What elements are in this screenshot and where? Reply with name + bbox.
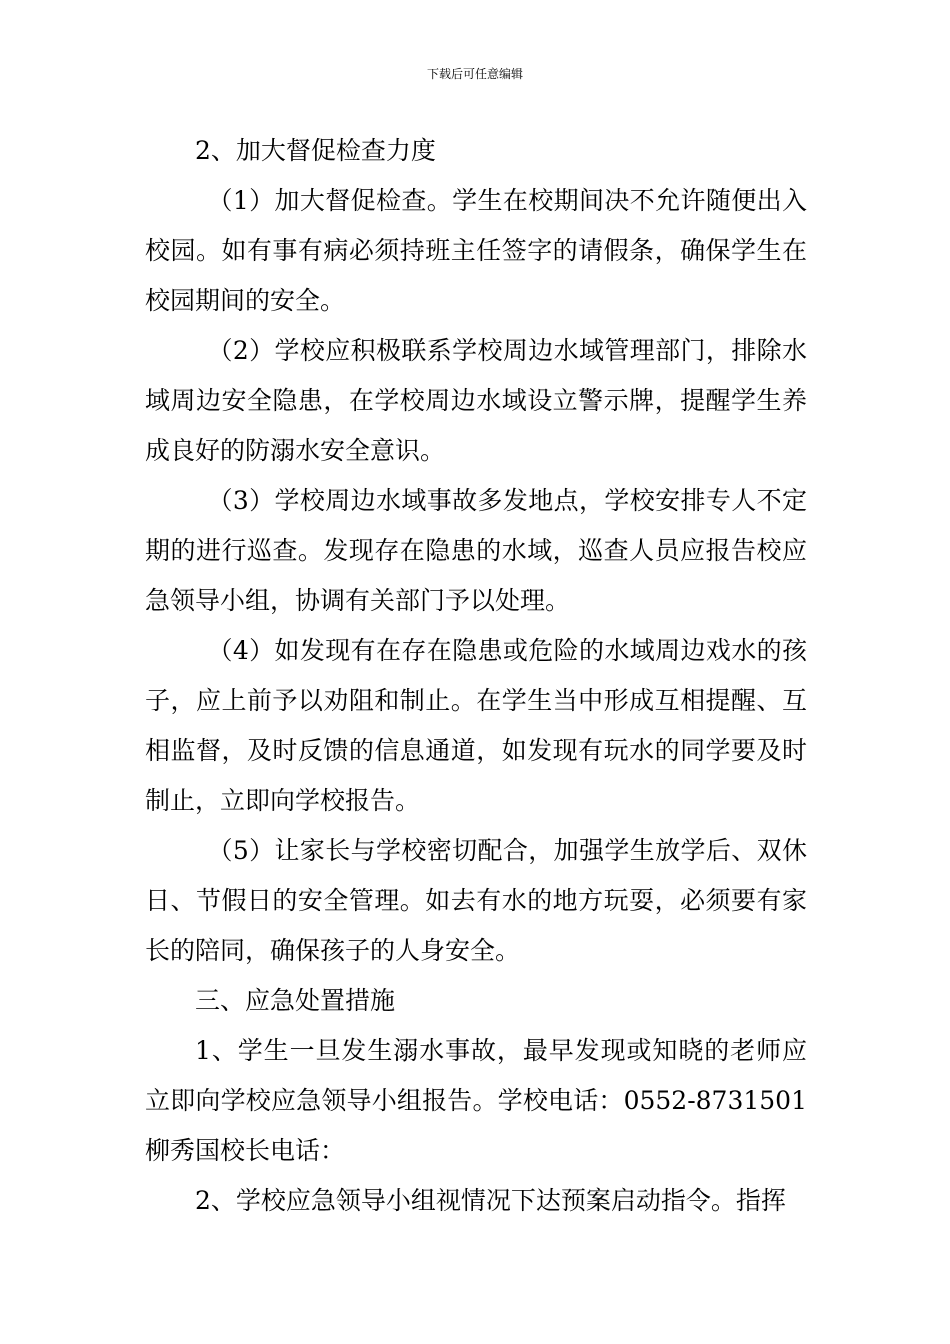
paragraph-item-4: （4）如发现有在存在隐患或危险的水域周边戏水的孩子，应上前予以劝阻和制止。在学生当中形成互相提醒、互相监督，及时反馈的信息通道，如发现有玩水的同学要及时制止，立即向学校报告。 [145, 636, 807, 815]
paragraph-emergency-1: 1、学生一旦发生溺水事故，最早发现或知晓的老师应立即向学校应急领导小组报告。学校电话：0552-8731501柳秀国校长电话： [145, 1036, 807, 1165]
paragraph-item-2: （2）学校应积极联系学校周边水域管理部门，排除水域周边安全隐患，在学校周边水域设立警示牌，提醒学生养成良好的防溺水安全意识。 [145, 336, 807, 465]
section-heading-emergency: 三、应急处置措施 [195, 986, 396, 1015]
paragraph-item-5: （5）让家长与学校密切配合，加强学生放学后、双休日、节假日的安全管理。如去有水的地方玩耍，必须要有家长的陪同，确保孩子的人身安全。 [145, 836, 807, 965]
paragraph-emergency-2: 2、学校应急领导小组视情况下达预案启动指令。指挥 [195, 1186, 786, 1215]
paragraph-item-1: （1）加大督促检查。学生在校期间决不允许随便出入校园。如有事有病必须持班主任签字的请假条，确保学生在校园期间的安全。 [145, 186, 807, 315]
document-body [145, 126, 807, 1226]
page-header: 下载后可任意编辑 [426, 67, 523, 81]
section-heading-supervision: 2、加大督促检查力度 [195, 136, 436, 165]
paragraph-item-3: （3）学校周边水域事故多发地点，学校安排专人不定期的进行巡查。发现存在隐患的水域，巡查人员应报告校应急领导小组，协调有关部门予以处理。 [145, 486, 807, 615]
